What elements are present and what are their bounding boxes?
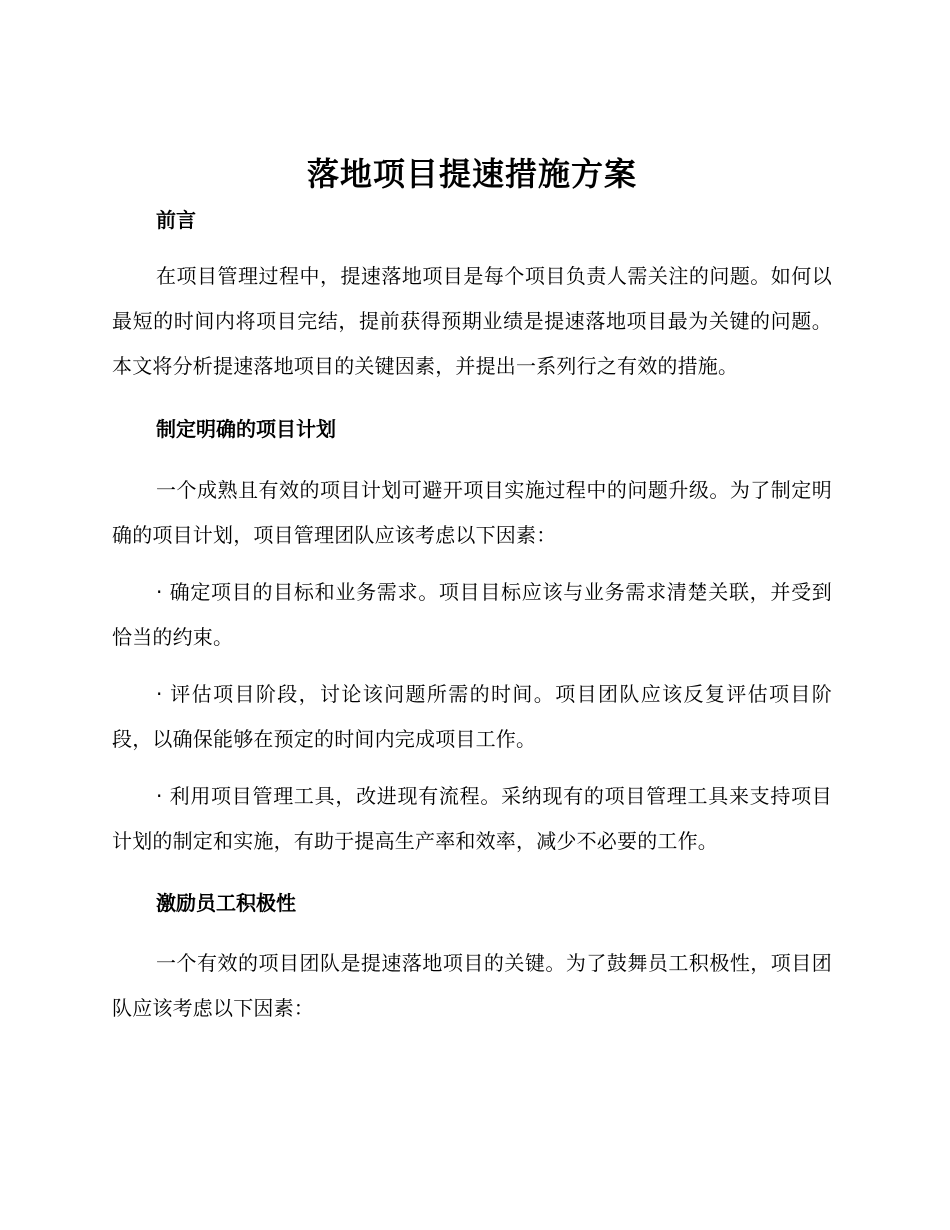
paragraph-project-plan-intro: 一个成熟且有效的项目计划可避开项目实施过程中的问题升级。为了制定明确的项目计划，项目管理团队应该考虑以下因素： — [112, 478, 832, 547]
section-heading-project-plan: 制定明确的项目计划 — [156, 417, 336, 441]
paragraph-preface: 在项目管理过程中，提速落地项目是每个项目负责人需关注的问题。如何以最短的时间内将项目完结，提前获得预期业绩是提速落地项目最为关键的问题。本文将分析提速落地项目的关键因素，并提出一系列行之有效的措施。 — [112, 264, 832, 378]
section-heading-motivation: 激励员工积极性 — [156, 891, 296, 915]
bullet-paragraph-goals: · 确定项目的目标和业务需求。项目目标应该与业务需求清楚关联，并受到恰当的约束。 — [112, 580, 832, 649]
document-page — [112, 150, 832, 1031]
bullet-paragraph-stages: · 评估项目阶段，讨论该问题所需的时间。项目团队应该反复评估项目阶段，以确保能够在预定的时间内完成项目工作。 — [112, 682, 832, 751]
bullet-paragraph-tools: · 利用项目管理工具，改进现有流程。采纳现有的项目管理工具来支持项目计划的制定和实施，有助于提高生产率和效率，减少不必要的工作。 — [112, 784, 832, 853]
section-heading-preface: 前言 — [156, 208, 196, 232]
document-title: 落地项目提速措施方案 — [306, 155, 637, 193]
paragraph-motivation-intro: 一个有效的项目团队是提速落地项目的关键。为了鼓舞员工积极性，项目团队应该考虑以下因素： — [112, 951, 832, 1020]
